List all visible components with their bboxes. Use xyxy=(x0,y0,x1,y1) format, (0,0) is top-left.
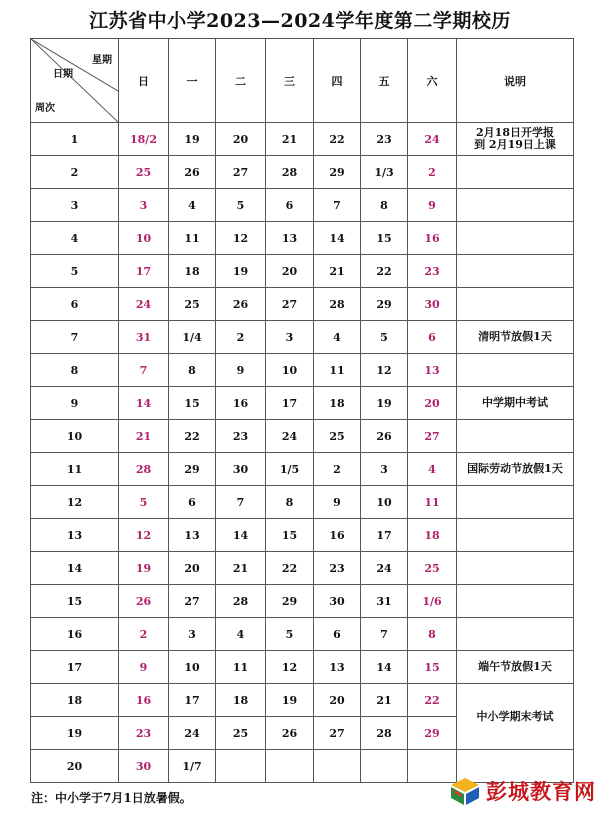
date-cell: 17 xyxy=(119,255,169,288)
date-cell: 29 xyxy=(408,717,457,750)
date-cell: 12 xyxy=(266,651,314,684)
calendar-row xyxy=(31,387,574,420)
date-cell: 1/5 xyxy=(266,453,314,486)
date-cell: 19 xyxy=(361,387,408,420)
date-cell: 11 xyxy=(314,354,361,387)
date-cell: 23 xyxy=(119,717,169,750)
date-cell: 22 xyxy=(361,255,408,288)
header-day-sat: 六 xyxy=(408,39,457,123)
date-cell: 6 xyxy=(408,321,457,354)
header-day-sun: 日 xyxy=(119,39,169,123)
week-number: 2 xyxy=(31,156,119,189)
date-cell: 23 xyxy=(314,552,361,585)
calendar-row xyxy=(31,354,574,387)
footnote: 注：中小学于7月1日放暑假。 xyxy=(31,791,192,805)
date-cell: 22 xyxy=(314,123,361,156)
header-row xyxy=(31,39,574,123)
date-cell: 2 xyxy=(408,156,457,189)
note-cell xyxy=(457,354,574,387)
date-cell: 28 xyxy=(314,288,361,321)
date-cell: 31 xyxy=(119,321,169,354)
date-cell: 6 xyxy=(266,189,314,222)
note-cell: 端午节放假1天 xyxy=(457,651,574,684)
date-cell: 28 xyxy=(361,717,408,750)
calendar-row xyxy=(31,189,574,222)
header-day-wed: 三 xyxy=(266,39,314,123)
date-cell: 13 xyxy=(314,651,361,684)
date-cell: 24 xyxy=(169,717,216,750)
date-cell: 6 xyxy=(169,486,216,519)
date-cell: 6 xyxy=(314,618,361,651)
date-cell: 25 xyxy=(119,156,169,189)
week-number: 8 xyxy=(31,354,119,387)
date-cell: 21 xyxy=(216,552,266,585)
date-cell: 30 xyxy=(216,453,266,486)
date-cell: 19 xyxy=(216,255,266,288)
calendar-row xyxy=(31,519,574,552)
date-cell: 23 xyxy=(216,420,266,453)
date-cell: 25 xyxy=(314,420,361,453)
date-cell xyxy=(361,750,408,783)
date-cell: 7 xyxy=(314,189,361,222)
calendar-row xyxy=(31,156,574,189)
date-cell: 15 xyxy=(266,519,314,552)
date-cell: 26 xyxy=(266,717,314,750)
date-cell: 12 xyxy=(216,222,266,255)
date-cell: 3 xyxy=(119,189,169,222)
calendar-row xyxy=(31,486,574,519)
site-logo xyxy=(448,774,596,808)
week-number: 19 xyxy=(31,717,119,750)
date-cell: 16 xyxy=(119,684,169,717)
date-cell: 23 xyxy=(408,255,457,288)
date-cell: 8 xyxy=(266,486,314,519)
date-cell: 25 xyxy=(408,552,457,585)
date-cell: 14 xyxy=(119,387,169,420)
date-cell: 5 xyxy=(216,189,266,222)
corner-label-week: 周次 xyxy=(35,103,55,114)
calendar-row xyxy=(31,618,574,651)
date-cell: 29 xyxy=(361,288,408,321)
date-cell: 14 xyxy=(361,651,408,684)
date-cell: 18 xyxy=(216,684,266,717)
date-cell: 18 xyxy=(169,255,216,288)
calendar-row xyxy=(31,321,574,354)
week-number: 7 xyxy=(31,321,119,354)
week-number: 20 xyxy=(31,750,119,783)
date-cell: 26 xyxy=(216,288,266,321)
calendar-row xyxy=(31,453,574,486)
date-cell: 7 xyxy=(119,354,169,387)
date-cell: 20 xyxy=(314,684,361,717)
date-cell: 14 xyxy=(314,222,361,255)
date-cell: 27 xyxy=(314,717,361,750)
date-cell: 17 xyxy=(169,684,216,717)
date-cell: 9 xyxy=(408,189,457,222)
date-cell: 11 xyxy=(169,222,216,255)
calendar-row xyxy=(31,552,574,585)
date-cell: 8 xyxy=(169,354,216,387)
note-cell xyxy=(457,420,574,453)
date-cell: 10 xyxy=(169,651,216,684)
date-cell: 15 xyxy=(169,387,216,420)
date-cell: 16 xyxy=(408,222,457,255)
date-cell: 21 xyxy=(361,684,408,717)
corner-label-weekday: 星期 xyxy=(92,55,112,66)
date-cell: 24 xyxy=(408,123,457,156)
date-cell: 27 xyxy=(408,420,457,453)
note-cell xyxy=(457,618,574,651)
date-cell: 3 xyxy=(266,321,314,354)
date-cell: 27 xyxy=(169,585,216,618)
date-cell: 22 xyxy=(408,684,457,717)
date-cell: 1/6 xyxy=(408,585,457,618)
date-cell: 27 xyxy=(266,288,314,321)
week-number: 9 xyxy=(31,387,119,420)
date-cell: 25 xyxy=(216,717,266,750)
date-cell: 2 xyxy=(314,453,361,486)
week-number: 15 xyxy=(31,585,119,618)
date-cell xyxy=(314,750,361,783)
date-cell: 28 xyxy=(119,453,169,486)
week-number: 1 xyxy=(31,123,119,156)
calendar-row xyxy=(31,651,574,684)
week-number: 13 xyxy=(31,519,119,552)
date-cell xyxy=(216,750,266,783)
date-cell: 12 xyxy=(361,354,408,387)
note-cell xyxy=(457,552,574,585)
date-cell: 11 xyxy=(408,486,457,519)
date-cell xyxy=(266,750,314,783)
note-cell xyxy=(457,156,574,189)
date-cell: 10 xyxy=(119,222,169,255)
calendar-row xyxy=(31,255,574,288)
date-cell: 21 xyxy=(314,255,361,288)
header-corner-cell xyxy=(31,39,119,123)
note-cell xyxy=(457,486,574,519)
week-number: 16 xyxy=(31,618,119,651)
date-cell: 20 xyxy=(216,123,266,156)
date-cell: 28 xyxy=(266,156,314,189)
date-cell: 10 xyxy=(361,486,408,519)
header-day-thu: 四 xyxy=(314,39,361,123)
date-cell: 25 xyxy=(169,288,216,321)
date-cell: 16 xyxy=(314,519,361,552)
date-cell: 3 xyxy=(361,453,408,486)
note-cell xyxy=(457,519,574,552)
date-cell: 17 xyxy=(361,519,408,552)
calendar-row xyxy=(31,222,574,255)
date-cell: 30 xyxy=(408,288,457,321)
date-cell: 17 xyxy=(266,387,314,420)
note-cell: 中小学期末考试 xyxy=(457,684,574,750)
week-number: 6 xyxy=(31,288,119,321)
date-cell: 21 xyxy=(266,123,314,156)
note-cell xyxy=(457,585,574,618)
week-number: 12 xyxy=(31,486,119,519)
date-cell: 13 xyxy=(266,222,314,255)
date-cell: 21 xyxy=(119,420,169,453)
date-cell: 9 xyxy=(216,354,266,387)
date-cell: 26 xyxy=(119,585,169,618)
calendar-row xyxy=(31,585,574,618)
header-day-fri: 五 xyxy=(361,39,408,123)
date-cell: 5 xyxy=(266,618,314,651)
date-cell: 20 xyxy=(266,255,314,288)
date-cell: 18 xyxy=(314,387,361,420)
date-cell: 24 xyxy=(266,420,314,453)
date-cell: 11 xyxy=(216,651,266,684)
date-cell: 18 xyxy=(408,519,457,552)
header-note: 说明 xyxy=(457,39,574,123)
date-cell: 27 xyxy=(216,156,266,189)
school-calendar-table xyxy=(30,38,574,783)
date-cell: 23 xyxy=(361,123,408,156)
date-cell: 16 xyxy=(216,387,266,420)
week-number: 11 xyxy=(31,453,119,486)
date-cell: 14 xyxy=(216,519,266,552)
date-cell: 22 xyxy=(169,420,216,453)
week-number: 17 xyxy=(31,651,119,684)
date-cell: 20 xyxy=(408,387,457,420)
date-cell: 1/3 xyxy=(361,156,408,189)
date-cell: 19 xyxy=(119,552,169,585)
date-cell: 5 xyxy=(361,321,408,354)
note-cell: 清明节放假1天 xyxy=(457,321,574,354)
book-logo-icon xyxy=(448,776,482,806)
date-cell: 30 xyxy=(314,585,361,618)
date-cell: 9 xyxy=(314,486,361,519)
header-day-tue: 二 xyxy=(216,39,266,123)
date-cell: 1/4 xyxy=(169,321,216,354)
calendar-row xyxy=(31,123,574,156)
week-number: 10 xyxy=(31,420,119,453)
week-number: 4 xyxy=(31,222,119,255)
date-cell: 8 xyxy=(408,618,457,651)
date-cell: 5 xyxy=(119,486,169,519)
date-cell: 20 xyxy=(169,552,216,585)
week-number: 18 xyxy=(31,684,119,717)
note-cell xyxy=(457,288,574,321)
date-cell: 29 xyxy=(314,156,361,189)
date-cell: 19 xyxy=(169,123,216,156)
date-cell: 15 xyxy=(408,651,457,684)
calendar-row xyxy=(31,684,574,717)
date-cell: 2 xyxy=(216,321,266,354)
date-cell: 22 xyxy=(266,552,314,585)
note-cell xyxy=(457,255,574,288)
date-cell: 4 xyxy=(314,321,361,354)
note-cell: 国际劳动节放假1天 xyxy=(457,453,574,486)
date-cell: 3 xyxy=(169,618,216,651)
calendar-row xyxy=(31,420,574,453)
note-cell: 2月18日开学报到 2月19日上课 xyxy=(457,123,574,156)
date-cell: 2 xyxy=(119,618,169,651)
calendar-row xyxy=(31,288,574,321)
date-cell: 1/7 xyxy=(169,750,216,783)
header-day-mon: 一 xyxy=(169,39,216,123)
date-cell: 7 xyxy=(216,486,266,519)
date-cell: 7 xyxy=(361,618,408,651)
date-cell: 13 xyxy=(408,354,457,387)
date-cell: 29 xyxy=(266,585,314,618)
date-cell: 12 xyxy=(119,519,169,552)
corner-label-date: 日期 xyxy=(53,69,73,80)
date-cell: 4 xyxy=(169,189,216,222)
date-cell: 15 xyxy=(361,222,408,255)
date-cell: 13 xyxy=(169,519,216,552)
date-cell: 30 xyxy=(119,750,169,783)
page-title: 江苏省中小学2023—2024学年度第二学期校历 xyxy=(89,10,511,32)
date-cell: 9 xyxy=(119,651,169,684)
date-cell: 28 xyxy=(216,585,266,618)
date-cell: 26 xyxy=(361,420,408,453)
note-cell: 中学期中考试 xyxy=(457,387,574,420)
note-cell xyxy=(457,189,574,222)
week-number: 14 xyxy=(31,552,119,585)
date-cell: 29 xyxy=(169,453,216,486)
week-number: 5 xyxy=(31,255,119,288)
date-cell: 4 xyxy=(216,618,266,651)
week-number: 3 xyxy=(31,189,119,222)
date-cell: 19 xyxy=(266,684,314,717)
date-cell: 24 xyxy=(361,552,408,585)
date-cell: 31 xyxy=(361,585,408,618)
date-cell: 18/2 xyxy=(119,123,169,156)
logo-text: 彭城教育网 xyxy=(486,780,596,804)
note-cell xyxy=(457,222,574,255)
date-cell: 8 xyxy=(361,189,408,222)
date-cell: 10 xyxy=(266,354,314,387)
date-cell: 24 xyxy=(119,288,169,321)
date-cell: 26 xyxy=(169,156,216,189)
date-cell: 4 xyxy=(408,453,457,486)
